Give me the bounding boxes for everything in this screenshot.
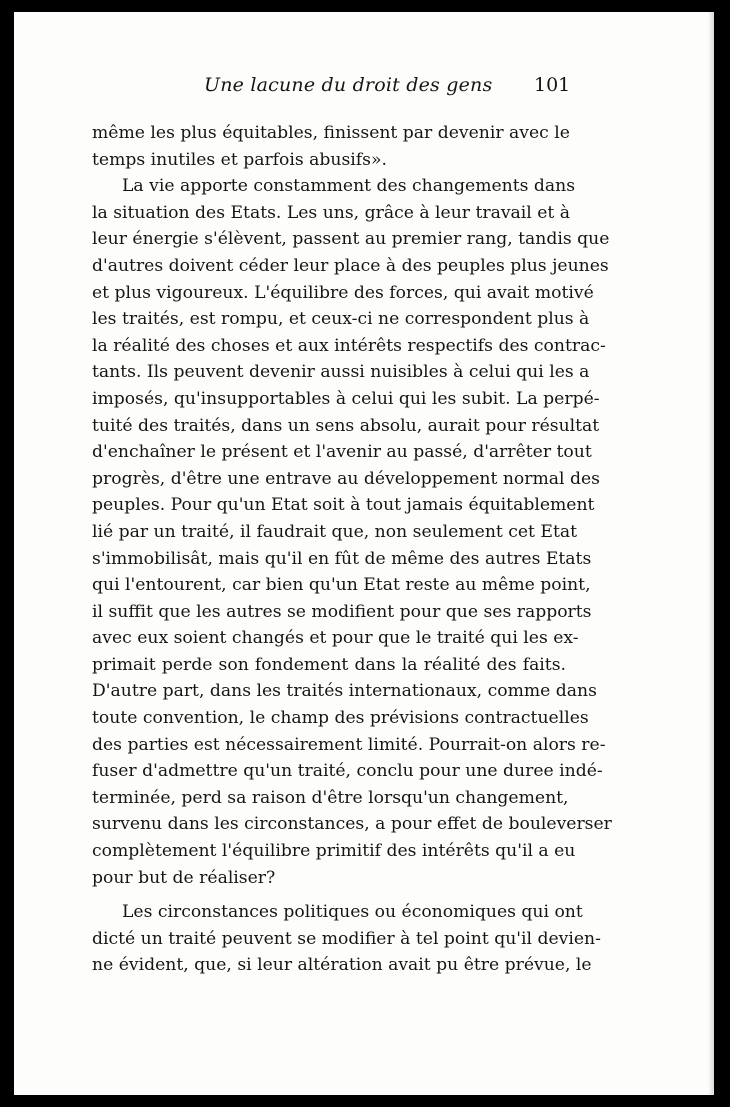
text-line: complètement l'équilibre primitif des intérêts qu'il a eu	[92, 841, 576, 862]
text-line: D'autre part, dans les traités internationaux, comme dans	[92, 681, 597, 702]
text-line: qui l'entourent, car bien qu'un Etat reste au même point,	[92, 575, 591, 596]
text-line: imposés, qu'insupportables à celui qui les subit. La perpé-	[92, 388, 600, 409]
text-line: Les circonstances politiques ou économiques qui ont	[122, 902, 583, 923]
page-number: 101	[534, 74, 571, 96]
text-line: ne évident, que, si leur altération avait pu être prévue, le	[92, 955, 592, 976]
text-line: leur énergie s'élèvent, passent au premier rang, tandis que	[92, 229, 610, 250]
text-line: toute convention, le champ des prévisions contractuelles	[92, 708, 589, 729]
text-line: primait perde son fondement dans la réalité des faits.	[92, 654, 566, 675]
text-line: la situation des Etats. Les uns, grâce à leur travail et à	[92, 202, 571, 223]
text-line: et plus vigoureux. L'équilibre des forces, qui avait motivé	[92, 282, 594, 303]
text-line: d'autres doivent céder leur place à des peuples plus jeunes	[92, 255, 609, 276]
book-page	[14, 12, 714, 1095]
text-line: peuples. Pour qu'un Etat soit à tout jamais équitablement	[92, 495, 595, 516]
running-title: Une lacune du droit des gens	[204, 74, 493, 96]
text-line: avec eux soient changés et pour que le traité qui les ex-	[92, 628, 579, 649]
text-line: tuité des traités, dans un sens absolu, aurait pour résultat	[92, 415, 600, 436]
text-line: il suffit que les autres se modifient pour que ses rapports	[92, 601, 592, 622]
text-line: dicté un traité peuvent se modifier à tel point qu'il devien-	[92, 928, 601, 949]
text-line: les traités, est rompu, et ceux-ci ne correspondent plus à	[92, 309, 590, 330]
text-line: La vie apporte constamment des changements dans	[122, 176, 576, 197]
text-line: pour but de réaliser?	[92, 867, 276, 888]
text-line: des parties est nécessairement limité. Pourrait-on alors re-	[92, 734, 606, 755]
text-line: terminée, perd sa raison d'être lorsqu'un changement,	[92, 787, 569, 808]
text-line: lié par un traité, il faudrait que, non seulement cet Etat	[92, 521, 578, 542]
text-line: s'immobilisât, mais qu'il en fût de même des autres Etats	[92, 548, 592, 569]
text-line: la réalité des choses et aux intérêts respectifs des contrac-	[92, 335, 606, 356]
text-line: progrès, d'être une entrave au développement normal des	[92, 468, 600, 489]
text-line: survenu dans les circonstances, a pour effet de bouleverser	[92, 814, 612, 835]
text-line: fuser d'admettre qu'un traité, conclu pour une duree indé-	[92, 761, 603, 782]
page-edge-shadow	[708, 12, 714, 1095]
body-text	[92, 120, 612, 979]
text-line: temps inutiles et parfois abusifs».	[92, 149, 387, 170]
text-line: tants. Ils peuvent devenir aussi nuisibles à celui qui les a	[92, 362, 590, 383]
text-line: d'enchaîner le présent et l'avenir au passé, d'arrêter tout	[92, 442, 592, 463]
running-header	[14, 74, 714, 106]
text-line: même les plus équitables, finissent par devenir avec le	[92, 123, 570, 143]
